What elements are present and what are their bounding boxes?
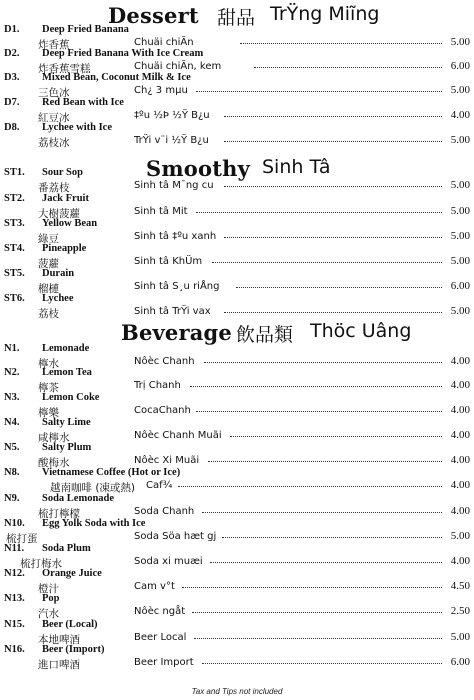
item-name-cn: 紅豆冰 — [38, 112, 70, 124]
section-header-beverage — [0, 318, 474, 346]
leader-dots — [202, 512, 442, 513]
item-name-cn: 本地啤酒 — [38, 634, 80, 646]
menu-item — [0, 72, 474, 98]
item-price: 4.00 — [450, 355, 470, 367]
section-title-en: Smoothy — [146, 156, 250, 181]
item-code: N2. — [4, 367, 20, 378]
item-price: 5.00 — [450, 205, 470, 217]
item-price: 4.00 — [450, 379, 470, 391]
item-price: 5.00 — [450, 36, 470, 48]
leader-dots — [240, 43, 442, 44]
item-code: D2. — [4, 48, 20, 59]
menu-item — [0, 417, 474, 443]
menu-item — [0, 442, 474, 468]
menu-item — [0, 268, 474, 294]
item-price: 5.00 — [450, 230, 470, 242]
item-name-en: Sour Sop — [42, 167, 83, 178]
menu-item — [0, 343, 474, 369]
item-name-en: Orange Juice — [42, 568, 102, 579]
menu-item — [0, 193, 474, 219]
item-name-cn: 梳打梅水 — [20, 558, 62, 570]
item-code: N9. — [4, 493, 20, 504]
item-code: N1. — [4, 343, 20, 354]
item-name-cn: 汽水 — [38, 608, 59, 620]
item-name-en: Deep Fried Banana With Ice Cream — [42, 48, 204, 59]
item-price: 6.00 — [450, 60, 470, 72]
item-code: N5. — [4, 442, 20, 453]
item-name-cn: 荔枝 — [38, 308, 59, 320]
item-name-cn: 進口啤酒 — [38, 659, 80, 671]
item-price: 5.00 — [450, 255, 470, 267]
item-name-vn: Ch¿ 3 mµu — [134, 85, 188, 96]
item-name-en: Deep Fried Banana — [42, 24, 129, 35]
leader-dots — [236, 287, 442, 288]
menu-item — [0, 97, 474, 123]
item-price: 6.00 — [450, 656, 470, 668]
item-name-vn: Trị Chanh — [134, 380, 181, 391]
leader-dots — [212, 262, 442, 263]
leader-dots — [196, 212, 442, 213]
item-name-vn: Soda Chanh — [134, 506, 195, 517]
item-name-en: Lemonade — [42, 343, 90, 354]
item-name-en: Durain — [42, 268, 75, 279]
item-name-en: Salty Plum — [42, 442, 92, 453]
item-name-cn: 大樹菠蘿 — [38, 208, 80, 220]
item-name-vn: Sinh tâ M¯ng cu — [134, 180, 214, 191]
item-code: N11. — [4, 543, 25, 554]
item-code: ST5. — [4, 268, 25, 279]
menu-item — [0, 467, 474, 493]
item-code: ST2. — [4, 193, 25, 204]
item-name-vn: Sinh tâ ‡ºu xanh — [134, 231, 217, 242]
item-name-vn: Caf¾ — [146, 480, 173, 491]
item-name-en: Red Bean with Ice — [42, 97, 124, 108]
item-name-vn: Beer Import — [134, 657, 194, 668]
item-code: N15. — [4, 619, 25, 630]
item-price: 6.00 — [450, 280, 470, 292]
item-code: N13. — [4, 593, 25, 604]
item-name-en: Lemon Coke — [42, 392, 100, 403]
leader-dots — [194, 638, 442, 639]
item-name-vn: Chuäi chiÃn — [134, 37, 194, 48]
item-price: 4.00 — [450, 404, 470, 416]
leader-dots — [182, 587, 442, 588]
item-name-en: Pop — [42, 593, 60, 604]
item-name-cn: 檸水 — [38, 358, 59, 370]
menu-item — [0, 644, 474, 670]
section-title-vn: TrŸng Miĩng — [270, 3, 380, 25]
item-name-vn: Nôèc Xi Muãi — [134, 455, 200, 466]
item-name-en: Soda Lemonade — [42, 493, 115, 504]
item-price: 5.00 — [450, 179, 470, 191]
item-name-cn: 綠豆 — [38, 233, 59, 245]
item-code: ST1. — [4, 167, 25, 178]
menu-item — [0, 619, 474, 645]
leader-dots — [224, 116, 442, 117]
item-name-vn: Sinh tâ KhÜm — [134, 256, 203, 267]
leader-dots — [224, 237, 442, 238]
item-price: 4.00 — [450, 479, 470, 491]
item-name-vn: Beer Local — [134, 632, 187, 643]
menu-item — [0, 167, 474, 193]
menu-item — [0, 543, 474, 569]
menu-item — [0, 293, 474, 319]
item-name-vn: Nôèc Chanh — [134, 356, 195, 367]
item-code: ST4. — [4, 243, 25, 254]
leader-dots — [210, 562, 442, 563]
item-code: N4. — [4, 417, 20, 428]
section-title-vn: Thöc Uâng — [310, 320, 412, 342]
item-name-en: Vietnamese Coffee (Hot or Ice) — [42, 467, 181, 478]
item-name-cn: 咸檸水 — [38, 432, 70, 444]
section-title-en: Dessert — [108, 3, 199, 28]
item-price: 5.00 — [450, 631, 470, 643]
section-title-vn: Sinh Tâ — [262, 156, 331, 178]
leader-dots — [222, 537, 442, 538]
item-name-en: Soda Plum — [42, 543, 91, 554]
item-name-cn: 酸梅水 — [38, 457, 70, 469]
leader-dots — [204, 362, 442, 363]
menu-item — [0, 568, 474, 594]
item-code: D1. — [4, 24, 20, 35]
item-price: 4.00 — [450, 109, 470, 121]
leader-dots — [224, 186, 442, 187]
item-name-en: Mixed Bean, Coconut Milk & Ice — [42, 72, 191, 83]
item-code: D3. — [4, 72, 20, 83]
item-price: 2.50 — [450, 605, 470, 617]
section-title-en: Beverage — [121, 320, 232, 345]
item-code: N12. — [4, 568, 25, 579]
item-price: 4.50 — [450, 580, 470, 592]
section-title-cn: 甜品 — [217, 7, 256, 29]
item-name-cn: 榴槤 — [38, 283, 59, 295]
item-price: 5.00 — [450, 134, 470, 146]
menu-item — [0, 122, 474, 148]
item-name-cn: 炸香蕉雪糕 — [38, 63, 91, 75]
item-name-vn: Nôèc ngåt — [134, 606, 186, 617]
item-name-cn: 梳打蛋 — [6, 533, 38, 545]
item-name-cn: 番荔枝 — [38, 182, 70, 194]
item-name-cn: 橙汁 — [38, 583, 59, 595]
menu-item — [0, 367, 474, 393]
item-name-en: Beer (Import) — [42, 644, 105, 655]
item-code: ST3. — [4, 218, 25, 229]
item-code: N8. — [4, 467, 20, 478]
item-name-cn: 荔枝冰 — [38, 137, 70, 149]
item-name-vn: TrŸi v¨i ½Ÿ B¿u — [134, 135, 209, 146]
leader-dots — [178, 486, 442, 487]
item-name-vn: CocaChanh — [134, 405, 191, 416]
item-code: N3. — [4, 392, 20, 403]
item-name-cn: 檸茶 — [38, 382, 59, 394]
item-name-cn: 炸香蕉 — [38, 39, 70, 51]
item-name-en: Lemon Tea — [42, 367, 92, 378]
item-code: N16. — [4, 644, 25, 655]
item-price: 4.00 — [450, 429, 470, 441]
item-price: 4.00 — [450, 454, 470, 466]
item-code: N10. — [4, 518, 25, 529]
item-code: ST6. — [4, 293, 25, 304]
leader-dots — [196, 411, 442, 412]
leader-dots — [192, 612, 442, 613]
item-name-cn: 三色冰 — [38, 87, 70, 99]
item-name-vn: Sinh tâ TrŸi vax — [134, 306, 211, 317]
item-name-en: Yellow Bean — [42, 218, 98, 229]
item-name-cn: 菠蘿 — [38, 258, 59, 270]
item-name-en: Egg Yolk Soda with Ice — [42, 518, 146, 529]
item-code: D7. — [4, 97, 20, 108]
item-name-vn: Cam v°t — [134, 581, 175, 592]
item-name-en: Salty Lime — [42, 417, 91, 428]
menu-item — [0, 593, 474, 619]
item-price: 4.00 — [450, 505, 470, 517]
item-code: D8. — [4, 122, 20, 133]
section-title-cn: 飲品類 — [236, 324, 294, 346]
item-name-cn: 越南咖啡 (凍或熱) — [50, 482, 136, 494]
item-name-en: Pineapple — [42, 243, 87, 254]
item-name-vn: Sinh tâ S¸u riÅng — [134, 281, 220, 292]
menu-item — [0, 48, 474, 74]
item-name-vn: ‡ºu ½Þ ½Ÿ B¿u — [134, 110, 210, 121]
menu-item — [0, 24, 474, 50]
leader-dots — [224, 141, 442, 142]
item-name-en: Lychee — [42, 293, 74, 304]
item-name-vn: Sinh tâ Mit — [134, 206, 188, 217]
leader-dots — [254, 67, 442, 68]
leader-dots — [224, 312, 442, 313]
item-price: 5.00 — [450, 305, 470, 317]
item-name-cn: 梳打檸檬 — [38, 508, 80, 520]
menu-item — [0, 493, 474, 519]
menu-item — [0, 243, 474, 269]
item-name-en: Jack Fruit — [42, 193, 89, 204]
menu-item — [0, 518, 474, 544]
item-name-cn: 檸樂 — [38, 407, 59, 419]
item-name-vn: Chuäi chiÃn, kem — [134, 61, 222, 72]
item-price: 5.00 — [450, 530, 470, 542]
leader-dots — [190, 386, 442, 387]
leader-dots — [202, 663, 442, 664]
item-name-en: Lychee with Ice — [42, 122, 112, 133]
footer-note: Tax and Tips not included — [191, 687, 283, 696]
leader-dots — [196, 91, 442, 92]
item-price: 5.00 — [450, 84, 470, 96]
item-name-vn: Soda xi muæi — [134, 556, 203, 567]
item-name-en: Beer (Local) — [42, 619, 98, 630]
item-price: 4.00 — [450, 555, 470, 567]
menu-item — [0, 218, 474, 244]
item-name-vn: Soda Söa hæt gj — [134, 531, 217, 542]
leader-dots — [230, 436, 442, 437]
item-name-vn: Nôèc Chanh Muãi — [134, 430, 222, 441]
leader-dots — [208, 461, 442, 462]
menu-item — [0, 392, 474, 418]
